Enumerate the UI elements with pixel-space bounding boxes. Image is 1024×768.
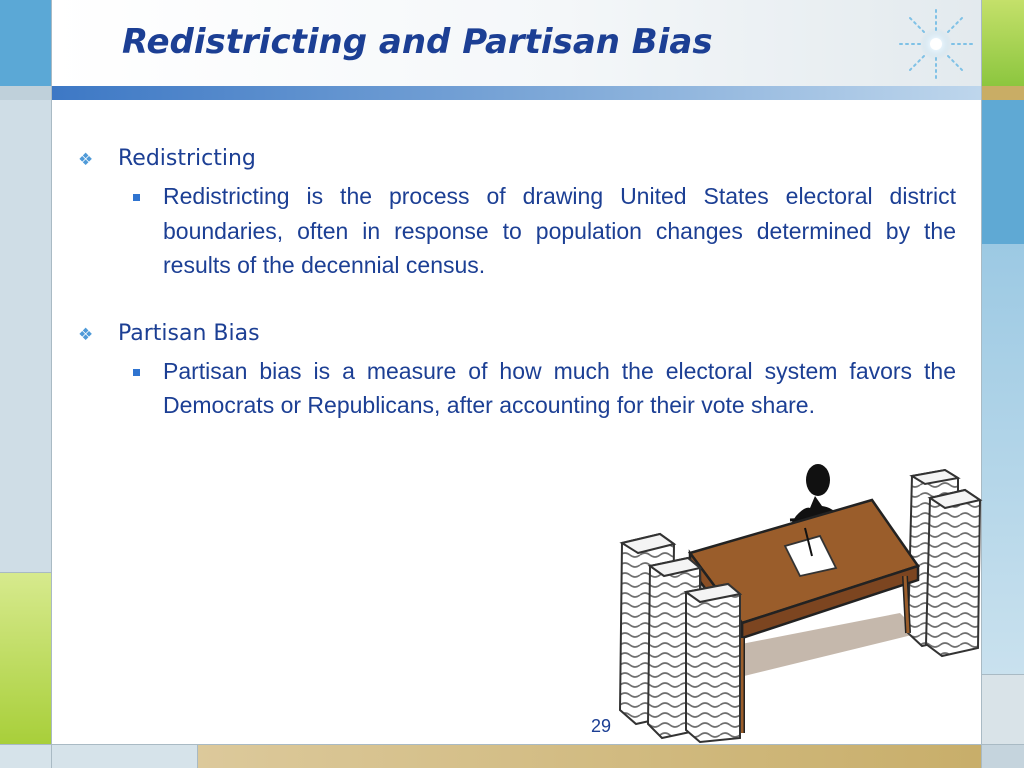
sub-bullet-redistricting-definition [130, 179, 956, 283]
frame-left-green-block [0, 572, 51, 744]
square-bullet-icon [130, 354, 163, 423]
diamond-bullet-icon: ❖ [78, 324, 94, 345]
bullet-partisan-bias [78, 321, 956, 346]
frame-left-strip [0, 86, 51, 100]
title-accent-bar [51, 86, 981, 100]
frame-line-left-divider [0, 572, 51, 573]
sub-bullet-text: Redistricting is the process of drawing United States electoral district boundaries, often in response to population changes determined by the results of the decennial census. [163, 183, 956, 278]
square-bullet-icon [130, 179, 163, 283]
desk-clipart-image [600, 458, 995, 743]
frame-left-top-block [0, 0, 51, 86]
bullet-redistricting [78, 146, 956, 171]
slide-number: 29 [590, 716, 612, 736]
bullet-heading: Redistricting [118, 146, 256, 171]
diamond-bullet-icon: ❖ [78, 150, 94, 170]
sparkle-icon [896, 8, 976, 84]
sub-bullet-text: Partisan bias is a measure of how much the electoral system favors the Democrats or Republicans, after accounting for their vote share. [163, 357, 956, 418]
sub-bullet-partisan-bias-definition [130, 354, 956, 423]
frame-line-left [51, 0, 52, 768]
frame-right-tan-strip [981, 86, 1024, 100]
bullet-heading: Partisan Bias [118, 320, 260, 346]
frame-bottom-right-block [981, 744, 1024, 768]
frame-line-bottom [0, 744, 1024, 745]
paper-stack-right [908, 470, 980, 656]
frame-left-panel [0, 100, 51, 572]
slide-title: Redistricting and Partisan Bias [122, 22, 713, 62]
frame-bottom-bar [197, 744, 981, 768]
frame-line-bottom-divider [197, 744, 198, 768]
frame-bottom-left-block [0, 744, 197, 768]
frame-right-green-block [981, 0, 1024, 86]
slide-content [78, 146, 956, 423]
frame-right-blue-block [981, 100, 1024, 244]
